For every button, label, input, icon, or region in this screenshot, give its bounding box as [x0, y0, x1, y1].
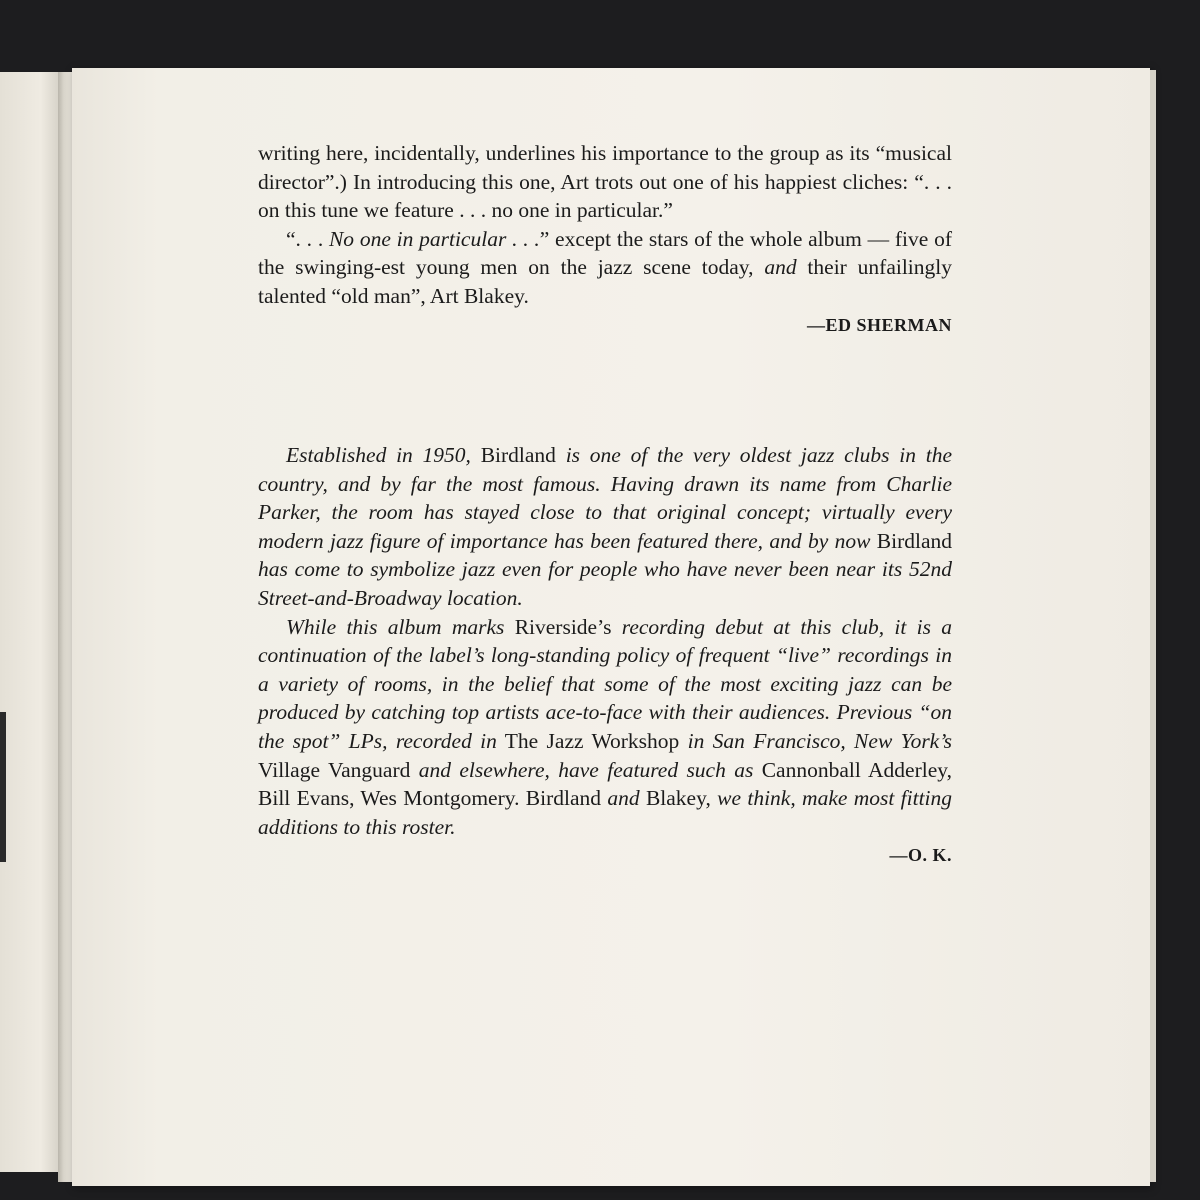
birdland-note-section	[258, 441, 952, 870]
note-p2-s8: Cannonball Adderley, Bill Evans, Wes Montgomery. Birdland	[258, 757, 952, 811]
essay-section	[258, 139, 952, 339]
note-p2-s1: While this album marks	[286, 614, 505, 639]
note-p2-s2: Riverside’s	[514, 614, 612, 639]
left-page	[0, 72, 58, 1172]
note-p2-s10: Blakey,	[645, 786, 711, 811]
note-p2-s6: Village Vanguard	[258, 757, 411, 782]
essay-quoted-phrase: No one in particular . . .	[328, 226, 540, 251]
left-page-mark	[0, 712, 6, 862]
essay-paragraph-1: writing here, incidentally, underlines his importance to the group as its “musical director”.) In introducing this one, Art trots out one of his happiest cliches: “. . . on this tune we feature . . . no one in particular.”	[258, 141, 952, 223]
note-paragraph-2	[258, 613, 952, 842]
note-p1-s4: Birdland	[876, 528, 953, 553]
page-edge	[1150, 70, 1156, 1182]
essay-emphasis-and: and	[764, 255, 797, 280]
note-p2-s11: we think, make most fitting additions to this roster.	[258, 786, 953, 839]
essay-signature: —ED SHERMAN	[806, 314, 952, 335]
essay-paragraph-2	[258, 225, 952, 311]
book-gutter	[58, 72, 72, 1182]
note-paragraph-1	[258, 441, 952, 613]
essay-paragraph-2-text-a: ” except the stars of the whole album — five of the swinging-est young men on the jazz scene today,	[258, 226, 952, 280]
note-p2-s9: and	[607, 786, 640, 811]
essay-quote-open: “. . .	[286, 226, 324, 251]
note-p2-s4: The Jazz Workshop	[504, 728, 680, 753]
note-p1-s5: has come to symbolize jazz even for people who have never been near its 52nd Street-and-Broadway location.	[258, 557, 952, 610]
essay-paragraph-2-text-b: their unfailingly talented “old man”, Art Blakey.	[258, 255, 953, 308]
note-signature: —O. K.	[889, 845, 952, 866]
note-p2-s7: and elsewhere, have featured such as	[418, 757, 754, 782]
note-p2-s3: recording debut at this club, it is a continuation of the label’s long-standing policy of frequent “live” recordings in a variety of rooms, in the belief that some of the most exciting jazz can be produced by catching top artists ace-to-face with their audiences. Previous “on the spot” LPs, recorded in	[258, 614, 952, 753]
note-p1-s2: Birdland	[480, 443, 556, 467]
note-p2-s5: in San Francisco, New York’s	[687, 728, 952, 753]
note-p1-s1: Established in 1950,	[286, 443, 471, 467]
note-p1-s3: is one of the very oldest jazz clubs in the country, and by far the most famous. Having drawn its name from Charlie Parker, the room has stayed close to that original concept; virtually every modern jazz figure of importance has been featured there, and by now	[258, 443, 952, 553]
